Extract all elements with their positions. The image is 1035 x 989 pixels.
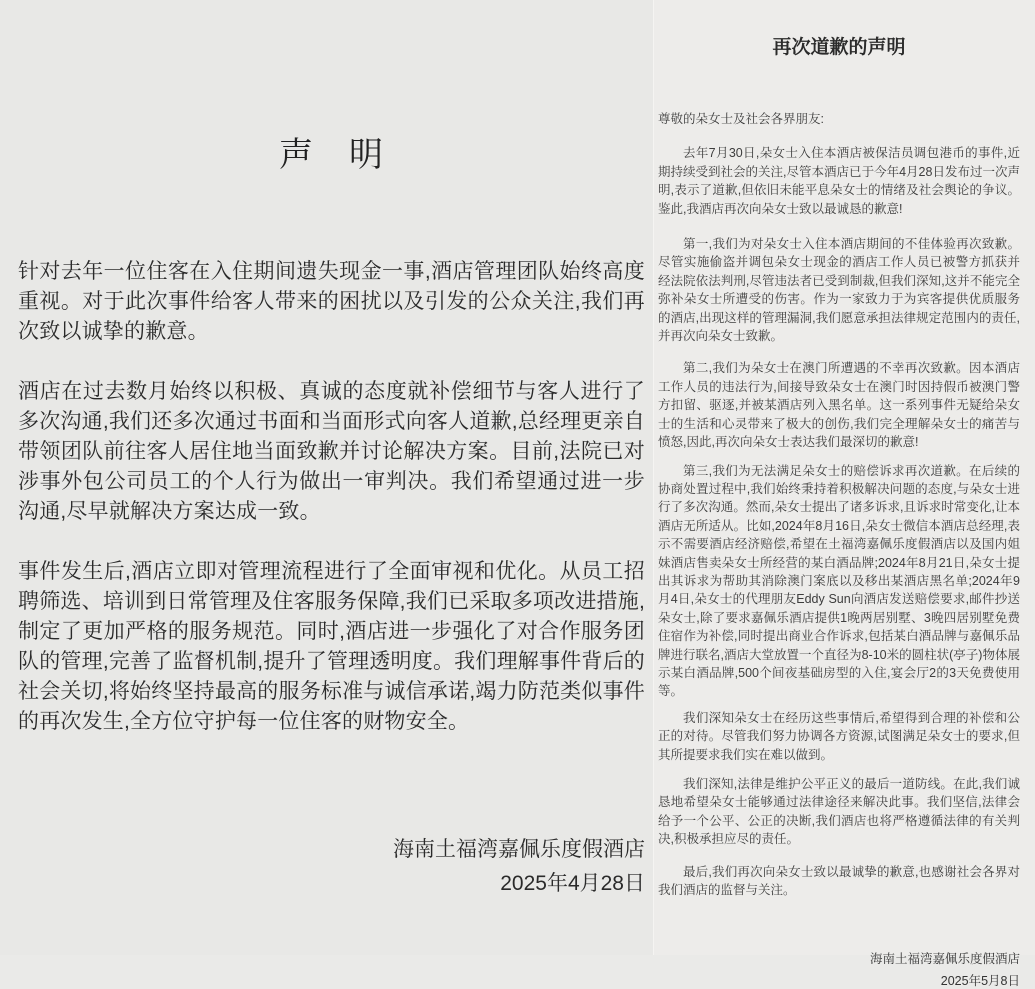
statement-april-paragraph-1: 针对去年一位住客在入住期间遗失现金一事,酒店管理团队始终高度重视。对于此次事件给客人带来的困扰以及引发的公众关注,我们再次致以诚挚的歉意。 — [18, 260, 645, 343]
statement-may-paragraph-6: 我们深知,法律是维护公平正义的最后一道防线。在此,我们诚恳地希望朵女士能够通过法律途径来解决此事。我们坚信,法律会给予一个公平、公正的决断,我们酒店也将严格遵循法律的有关判决,积极承担应尽的责任。 — [658, 777, 1020, 847]
statement-april-signature: 海南土福湾嘉佩乐度假酒店 — [393, 838, 645, 861]
statement-may-panel — [653, 0, 1035, 989]
statement-may-paragraph-4: 第三,我们为无法满足朵女士的赔偿诉求再次道歉。在后续的协商处置过程中,我们始终秉持着积极解决问题的态度,与朵女士进行了多次沟通。然而,朵女士提出了诸多诉求,且诉求时常变化,让本酒店无所适从。比如,2024年8月16日,朵女士微信本酒店总经理,表示不需要酒店经济赔偿,希望在土福湾嘉佩乐度假酒店以及国内姐妹酒店售卖朵女士所经营的某白酒品牌;2024年8月21日,朵女士提出其诉求为帮助其消除澳门案底以及移出某酒店黑名单;2024年9月4日,朵女士的代理朋友Eddy Sun向酒店发送赔偿要求,邮件抄送朵女士,除了要求嘉佩乐酒店提供1晚两居别墅、3晚四居别墅免费住宿作为补偿,同时提出商业合作诉求,包括某白酒品牌与嘉佩乐品牌进行联名,酒店大堂放置一个直径为8-10米的圆柱状(亭子)物体展示某白酒品牌,500个间夜基础房型的入住,宴会厅2的3天免费使用等。 — [658, 463, 1020, 699]
statement-april-paragraph-3: 事件发生后,酒店立即对管理流程进行了全面审视和优化。从员工招聘筛选、培训到日常管理及住客服务保障,我们已采取多项改进措施,制定了更加严格的服务规范。同时,酒店进一步强化了对合作服务团队的管理,完善了监督机制,提升了管理透明度。我们理解事件背后的社会关切,将始终坚持最高的服务标准与诚信承诺,竭力防范类似事件的再次发生,全方位守护每一位住客的财物安全。 — [18, 560, 645, 733]
statement-april-paragraph-2: 酒店在过去数月始终以积极、真诚的态度就补偿细节与客人进行了多次沟通,我们还多次通过书面和当面形式向客人道歉,总经理更亲自带领团队前往客人居住地当面致歉并讨论解决方案。目前,法院已对涉事外包公司员工的个人行为做出一审判决。我们希望通过进一步沟通,尽早就解决方案达成一致。 — [18, 380, 645, 523]
statement-may-signature: 海南土福湾嘉佩乐度假酒店 — [869, 952, 1020, 967]
statement-may-title: 再次道歉的声明 — [772, 37, 906, 58]
statement-may-signoff — [658, 951, 1020, 989]
statement-may-salutation: 尊敬的朵女士及社会各界朋友: — [658, 112, 824, 126]
statement-may-paragraph-1: 去年7月30日,朵女士入住本酒店被保洁员调包港币的事件,近期持续受到社会的关注,尽管本酒店已于今年4月28日发布过一次声明,表示了道歉,但依旧未能平息朵女士的情绪及社会舆论的争议。鉴此,我酒店再次向朵女士致以最诚恳的歉意! — [658, 146, 1020, 216]
statement-april-signoff — [18, 833, 645, 901]
statement-april-date: 2025年4月28日 — [500, 872, 645, 895]
statement-may-paragraph-2: 第一,我们为对朵女士入住本酒店期间的不佳体验再次致歉。尽管实施偷盗并调包朵女士现金的酒店工作人员已被警方抓获并经法院依法判刑,尽管违法者已受到制裁,但我们深知,这并不能完全弥补朵女士所遭受的伤害。作为一家致力于为宾客提供优质服务的酒店,出现这样的管理漏洞,我们愿意承担法律规定范围内的责任,并再次向朵女士致歉。 — [658, 237, 1020, 344]
statement-may-paragraph-7: 最后,我们再次向朵女士致以最诚挚的歉意,也感谢社会各界对我们酒店的监督与关注。 — [658, 864, 1020, 898]
statement-may-paragraph-3: 第二,我们为朵女士在澳门所遭遇的不幸再次致歉。因本酒店工作人员的违法行为,间接导致朵女士在澳门时因持假币被澳门警方扣留、驱逐,并被某酒店列入黑名单。这一系列事件无疑给朵女士的生活和心灵带来了极大的创伤,我们完全理解朵女士的痛苦与愤怒,因此,再次向朵女士表达我们最深切的歉意! — [658, 361, 1020, 450]
statement-april-title: 声 明 — [279, 136, 384, 174]
statement-may-paragraph-5: 我们深知朵女士在经历这些事情后,希望得到合理的补偿和公正的对待。尽管我们努力协调各方资源,试图满足朵女士的要求,但其所提要求我们实在难以做到。 — [658, 710, 1020, 762]
statement-may-date: 2025年5月8日 — [940, 974, 1020, 989]
